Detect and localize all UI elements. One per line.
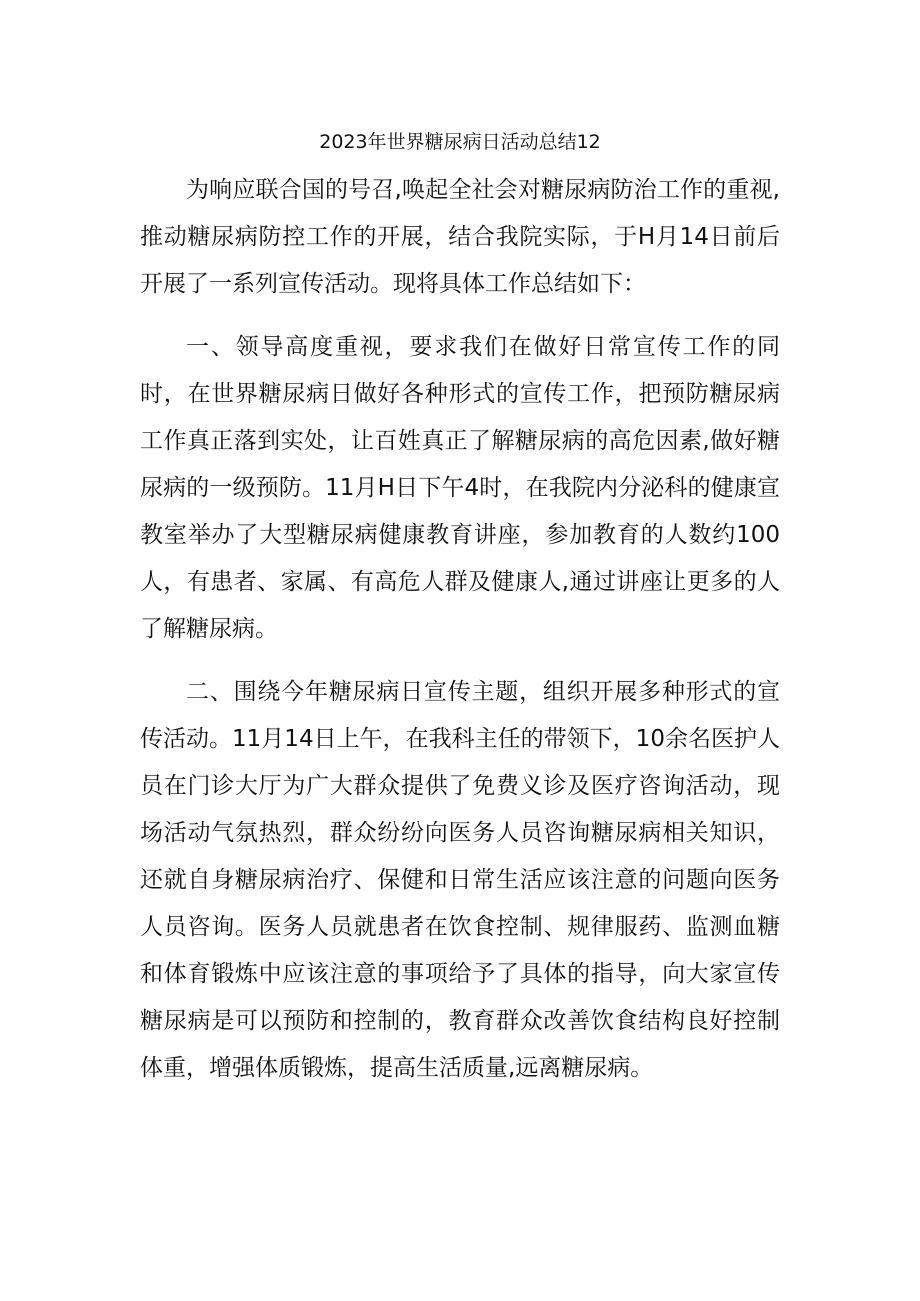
paragraph-section-two: 二、围绕今年糖尿病日宣传主题，组织开展多种形式的宣传活动。11月14日上午，在我科主任的带领下，10余名医护人员在门诊大厅为广大群众提供了免费义诊及医疗咨询活动，现场活动气氛热烈，群众纷纷向医务人员咨询糖尿病相关知识，还就自身糖尿病治疗、保健和日常生活应该注意的问题向医务人员咨询。医务人员就患者在饮食控制、规律服药、监测血糖和体育锻炼中应该注意的事项给予了具体的指导，向大家宣传糖尿病是可以预防和控制的，教育群众改善饮食结构良好控制体重，增强体质锻炼，提高生活质量,远离糖尿病。: [140, 679, 780, 1081]
paragraph-section-one: 一、领导高度重视，要求我们在做好日常宣传工作的同时，在世界糖尿病日做好各种形式的宣传工作，把预防糖尿病工作真正落到实处，让百姓真正了解糖尿病的高危因素,做好糖尿病的一级预防。11月H日下午4时，在我院内分泌科的健康宣教室举办了大型糖尿病健康教育讲座，参加教育的人数约100人，有患者、家属、有高危人群及健康人,通过讲座让更多的人了解糖尿病。: [140, 334, 780, 642]
document-title: 2023年世界糖尿病日活动总结12: [319, 131, 601, 153]
paragraph-intro: 为响应联合国的号召,唤起全社会对糖尿病防治工作的重视,推动糖尿病防控工作的开展，结合我院实际，于H月14日前后开展了一系列宣传活动。现将具体工作总结如下：: [140, 177, 780, 297]
